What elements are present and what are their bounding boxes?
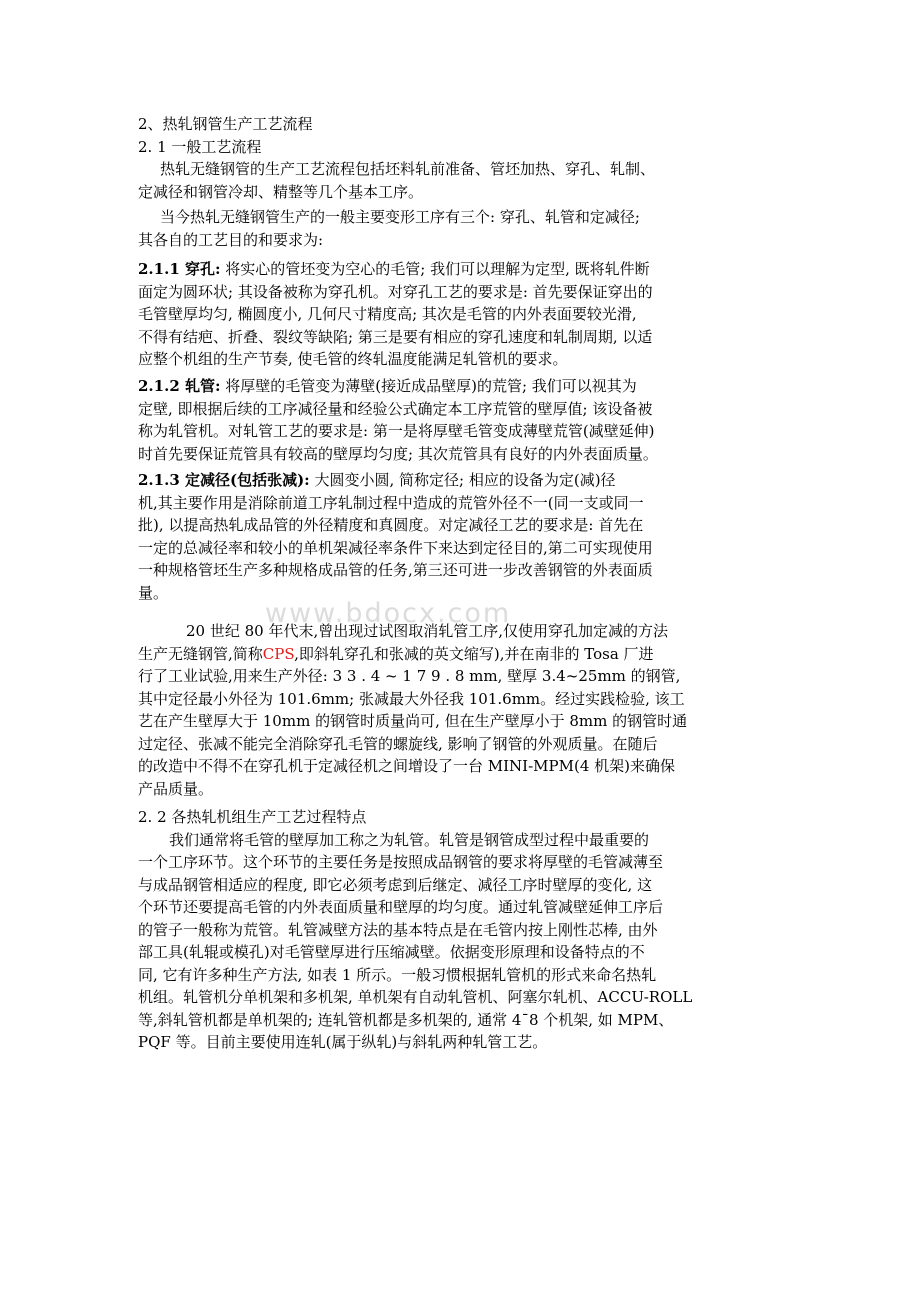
paragraph-line: 部工具(轧辊或模孔)对毛管壁厚进行压缩减壁。依据变形原理和设备特点的不 — [138, 943, 645, 961]
paragraph-line: 机,其主要作用是消除前道工序轧制过程中造成的荒管外径不一(同一支或同一 — [138, 493, 644, 512]
paragraph-line: 与成品钢管相适应的程度, 即它必须考虑到后继定、减径工序时壁厚的变化, 这 — [138, 875, 653, 894]
paragraph-line: 称为轧管机。对轧管工艺的要求是: 第一是将厚壁毛管变成薄壁荒管(减壁延伸) — [138, 422, 655, 440]
paragraph-line: 其中定径最小外径为 101.6mm; 张减最大外径我 101.6mm。经过实践检验, 该工 — [138, 689, 685, 708]
paragraph-line: 时首先要保证荒管具有较高的壁厚均匀度; 其次荒管具有良好的内外表面质量。 — [138, 444, 658, 463]
paragraph-line: 量。 — [138, 583, 169, 602]
paragraph-line: 同, 它有许多种生产方法, 如表 1 所示。一般习惯根据轧管机的形式来命名热轧 — [138, 965, 657, 984]
paragraph-line: 生产无缝钢管,简称 — [138, 644, 263, 663]
paragraph-2-1-1 — [138, 258, 798, 371]
intro-line: 热轧无缝钢管的生产工艺流程包括坯料轧前准备、管坯加热、穿孔、轧制、 — [160, 160, 656, 178]
intro-line: 定减径和钢管冷却、精整等几个基本工序。 — [138, 182, 424, 201]
paragraph-line: 批), 以提高热轧成品管的外径精度和真圆度。对定减径工艺的要求是: 首先在 — [138, 516, 644, 534]
paragraph-2-1-3 — [138, 469, 798, 604]
subsection-2-2-heading: 2. 2 各热轧机组生产工艺过程特点 — [138, 808, 367, 826]
paragraph-line: 个环节还要提高毛管的内外表面质量和壁厚的均匀度。通过轧管减壁延伸工序后 — [138, 898, 664, 916]
paragraph-line: 的改造中不得不在穿孔机于定减径机之间增设了一台 MINI-MPM(4 机架)来确保 — [138, 757, 676, 775]
subsection-2-1-heading: 2. 1 一般工艺流程 — [138, 137, 262, 156]
paragraph-line: 面定为圆环状; 其设备被称为穿孔机。对穿孔工艺的要求是: 首先要保证穿出的 — [138, 282, 653, 301]
paragraph-line: 行了工业试验,用来生产外径: 3 3 . 4 ~ 1 7 9 . 8 mm, 壁厚 3.4~25mm 的钢管, — [138, 667, 681, 685]
section-2-2 — [138, 806, 798, 1054]
watermark: www.bdocx.com — [265, 598, 512, 629]
paragraph-line: 我们通常将毛管的壁厚加工称之为轧管。轧管是钢管成型过程中最重要的 — [169, 830, 650, 849]
paragraph-line: 一种规格管坯生产多种规格成品管的任务,第三还可进一步改善钢管的外表面质 — [138, 561, 653, 579]
paragraph-line: 一定的总减径率和较小的单机架减径率条件下来达到定径目的,第二可实现使用 — [138, 538, 653, 557]
paragraph-line: 过定径、张减不能完全消除穿孔毛管的螺旋线, 影响了钢管的外观质量。在随后 — [138, 734, 658, 753]
paragraph-cps — [138, 620, 798, 800]
paragraph-line: 一个工序环节。这个环节的主要任务是按照成品钢管的要求将厚壁的毛管减薄至 — [138, 853, 664, 871]
paragraph-line: 将厚壁的毛管变为薄壁(接近成品壁厚)的荒管; 我们可以视其为 — [220, 377, 637, 395]
paragraph-line: 大圆变小圆, 简称定径; 相应的设备为定(减)径 — [309, 471, 616, 489]
paragraph-2-1-3-title: 2.1.3 定减径(包括张减): — [138, 471, 310, 489]
intro-line: 其各自的工艺目的和要求为: — [138, 230, 324, 249]
section-heading: 2、热轧钢管生产工艺流程 — [138, 115, 313, 133]
paragraph-line: 应整个机组的生产节奏, 使毛管的终轧温度能满足轧管机的要求。 — [138, 350, 568, 368]
intro-line: 当今热轧无缝钢管生产的一般主要变形工序有三个: 穿孔、轧管和定减径; — [160, 208, 640, 226]
paragraph-line: 不得有结疤、折叠、裂纹等缺陷; 第三是要有相应的穿孔速度和轧制周期, 以适 — [138, 327, 653, 346]
paragraph-2-1-2 — [138, 375, 798, 465]
paragraph-line: 产品质量。 — [138, 779, 214, 798]
paragraph-line: 的管子一般称为荒管。轧管减壁方法的基本特点是在毛管内按上刚性芯棒, 由外 — [138, 920, 658, 939]
paragraph-line: PQF 等。目前主要使用连轧(属于纵轧)与斜轧两种轧管工艺。 — [138, 1033, 548, 1051]
paragraph-line: 艺在产生壁厚大于 10mm 的钢管时质量尚可, 但在生产壁厚小于 8mm 的钢管时通 — [138, 712, 688, 730]
paragraph-line: 毛管壁厚均匀, 椭圆度小, 几何尺寸精度高; 其次是毛管的内外表面要较光滑, — [138, 305, 637, 323]
paragraph-line: 20 世纪 80 年代末,曾出现过试图取消轧管工序,仅使用穿孔加定减的方法 — [186, 622, 669, 640]
paragraph-2-1-1-title: 2.1.1 穿孔: — [138, 260, 221, 278]
paragraph-line: 定壁, 即根据后续的工序减径量和经验公式确定本工序荒管的壁厚值; 该设备被 — [138, 399, 653, 418]
intro-block — [138, 113, 798, 251]
paragraph-line: 将实心的管坯变为空心的毛管; 我们可以理解为定型, 既将轧件断 — [220, 260, 650, 278]
cps-abbreviation: CPS — [262, 644, 295, 663]
paragraph-line: 等,斜轧管机都是单机架的; 连轧管机都是多机架的, 通常 4¯8 个机架, 如 MPM、 — [138, 1010, 674, 1029]
paragraph-2-1-2-title: 2.1.2 轧管: — [138, 377, 221, 395]
paragraph-line: ,即斜轧穿孔和张减的英文缩写),并在南非的 Tosa 厂进 — [294, 644, 654, 663]
paragraph-line: 机组。轧管机分单机架和多机架, 单机架有自动轧管机、阿塞尔轧机、ACCU-ROLL — [138, 988, 693, 1006]
